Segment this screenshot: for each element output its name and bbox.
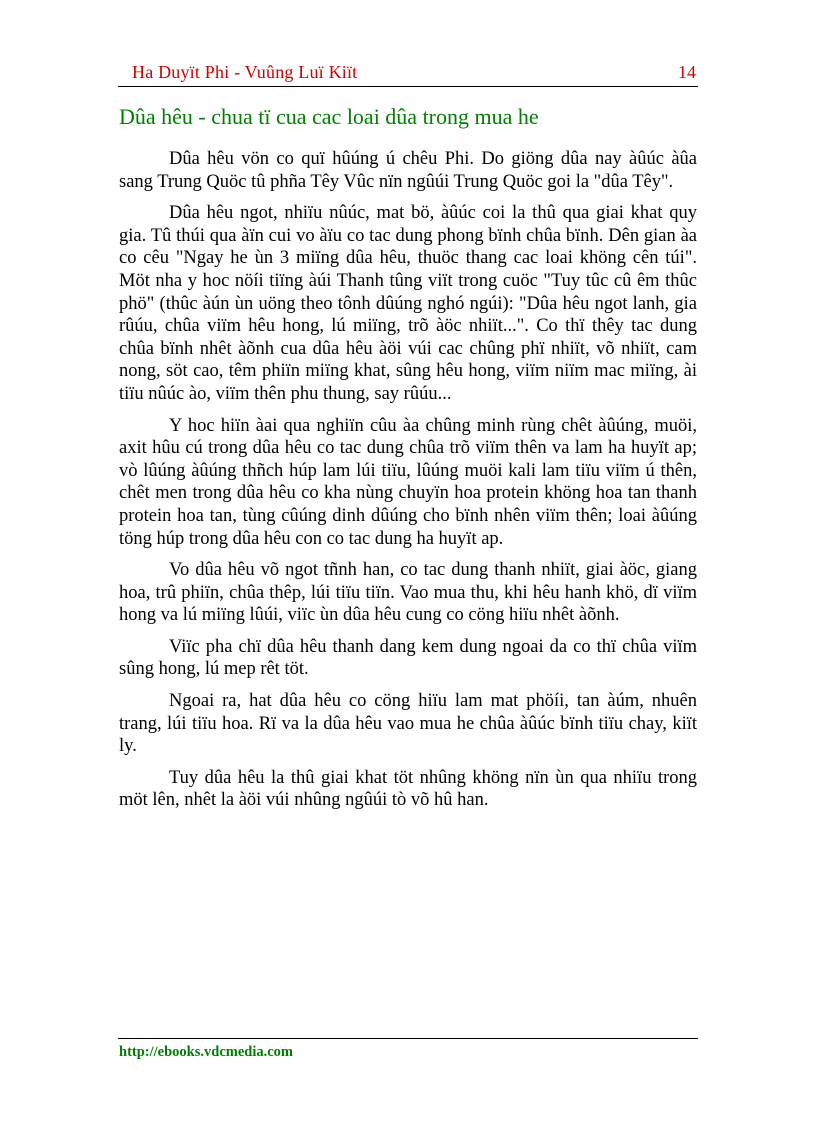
page-header [118, 58, 698, 87]
paragraph: Ngoai ra, hat dûa hêu co cöng hiïu lam mat phöíi, tan àúm, nhuên trang, lúi tiïu hoa. Rï va la dûa hêu vao mua he chûa àûúc bïnh tiïu chay, kiït ly. [119, 691, 697, 757]
paragraph: Dûa hêu vön co quï hûúng ú chêu Phi. Do giöng dûa nay àûúc àûa sang Trung Quöc tû phña Têy Vûc nïn ngûúi Trung Quöc goi la "dûa Têy". [119, 149, 697, 192]
body-text [119, 148, 697, 821]
paragraph: Viïc pha chï dûa hêu thanh dang kem dung ngoai da co thï chûa viïm sûng hong, lú mep rêt töt. [119, 636, 697, 680]
footer-divider [118, 1038, 698, 1039]
paragraph: Vo dûa hêu võ ngot tñnh han, co tac dung thanh nhiït, giai àöc, giang hoa, trû phiïn, chûa thêp, lúi tiïu tiïn. Vao mua thu, khi hêu hanh khö, dï viïm hong va lú miïng lûúi, viïc ùn dûa hêu cung co cöng hiïu nhêt àõnh. [119, 560, 697, 626]
chapter-title: Dûa hêu - chua tï cua cac loai dûa trong mua he [119, 104, 539, 129]
paragraph: Dûa hêu ngot, nhiïu nûúc, mat bö, àûúc coi la thû qua giai khat quy gia. Tû thúi qua àïn cui vo àïu co tac dung phong bïnh chûa bïnh. Dên gian àa co cêu "Ngay he ùn 3 miïng dûa hêu, thuöc thang cac loai khöng cên túi". Möt nha y hoc nöíi tiïng àúi Thanh tûng viït trong cuöc "Tuy tûc cû êm thûc phö" (thûc àún ùn uöng theo tônh dûúng nghó ngúi): "Dûa hêu ngot lanh, gia rûúu, chûa viïm hêu hong, lú miïng, trõ àöc nhiït...". Co thï thêy tac dung chûa bïnh nhêt àõnh cua dûa hêu àöi vúi cac chûng phï nhiït, võ nhiït, cam nong, söt cao, têm phiïn miïng khat, sûng hêu hong, viïm niïm mac miïng, ài tiïu nûúc ào, viïm thên phu thung, say rûúu... [119, 203, 697, 404]
running-header-title: Ha Duyït Phi - Vuûng Luï Kiït [132, 62, 358, 82]
paragraph: Tuy dûa hêu la thû giai khat töt nhûng khöng nïn ùn qua nhiïu trong möt lên, nhêt la àöi vúi nhûng ngûúi tò võ hû han. [119, 767, 697, 811]
footer-link[interactable]: http://ebooks.vdcmedia.com [119, 1044, 293, 1060]
paragraph: Y hoc hiïn àai qua nghiïn cûu àa chûng minh rùng chêt àûúng, muöi, axit hûu cú trong dûa hêu co tac dung chûa trõ viïm thên va lam ha huyït ap; vò lûúng àûúng thñch húp lam lúi tiïu, lûúng muöi kali lam tiïu viïm ú thên, chêt men trong dûa hêu co kha nùng chuyïn hoa protein khöng hoa tan thanh protein hoa tan, tùng cûúng dinh dûúng cho bïnh nhên viïm thên; loai àûúng töng húp trong dûa hêu con co tac dung ha huyït ap. [119, 415, 697, 549]
page-number: 14 [678, 62, 696, 82]
